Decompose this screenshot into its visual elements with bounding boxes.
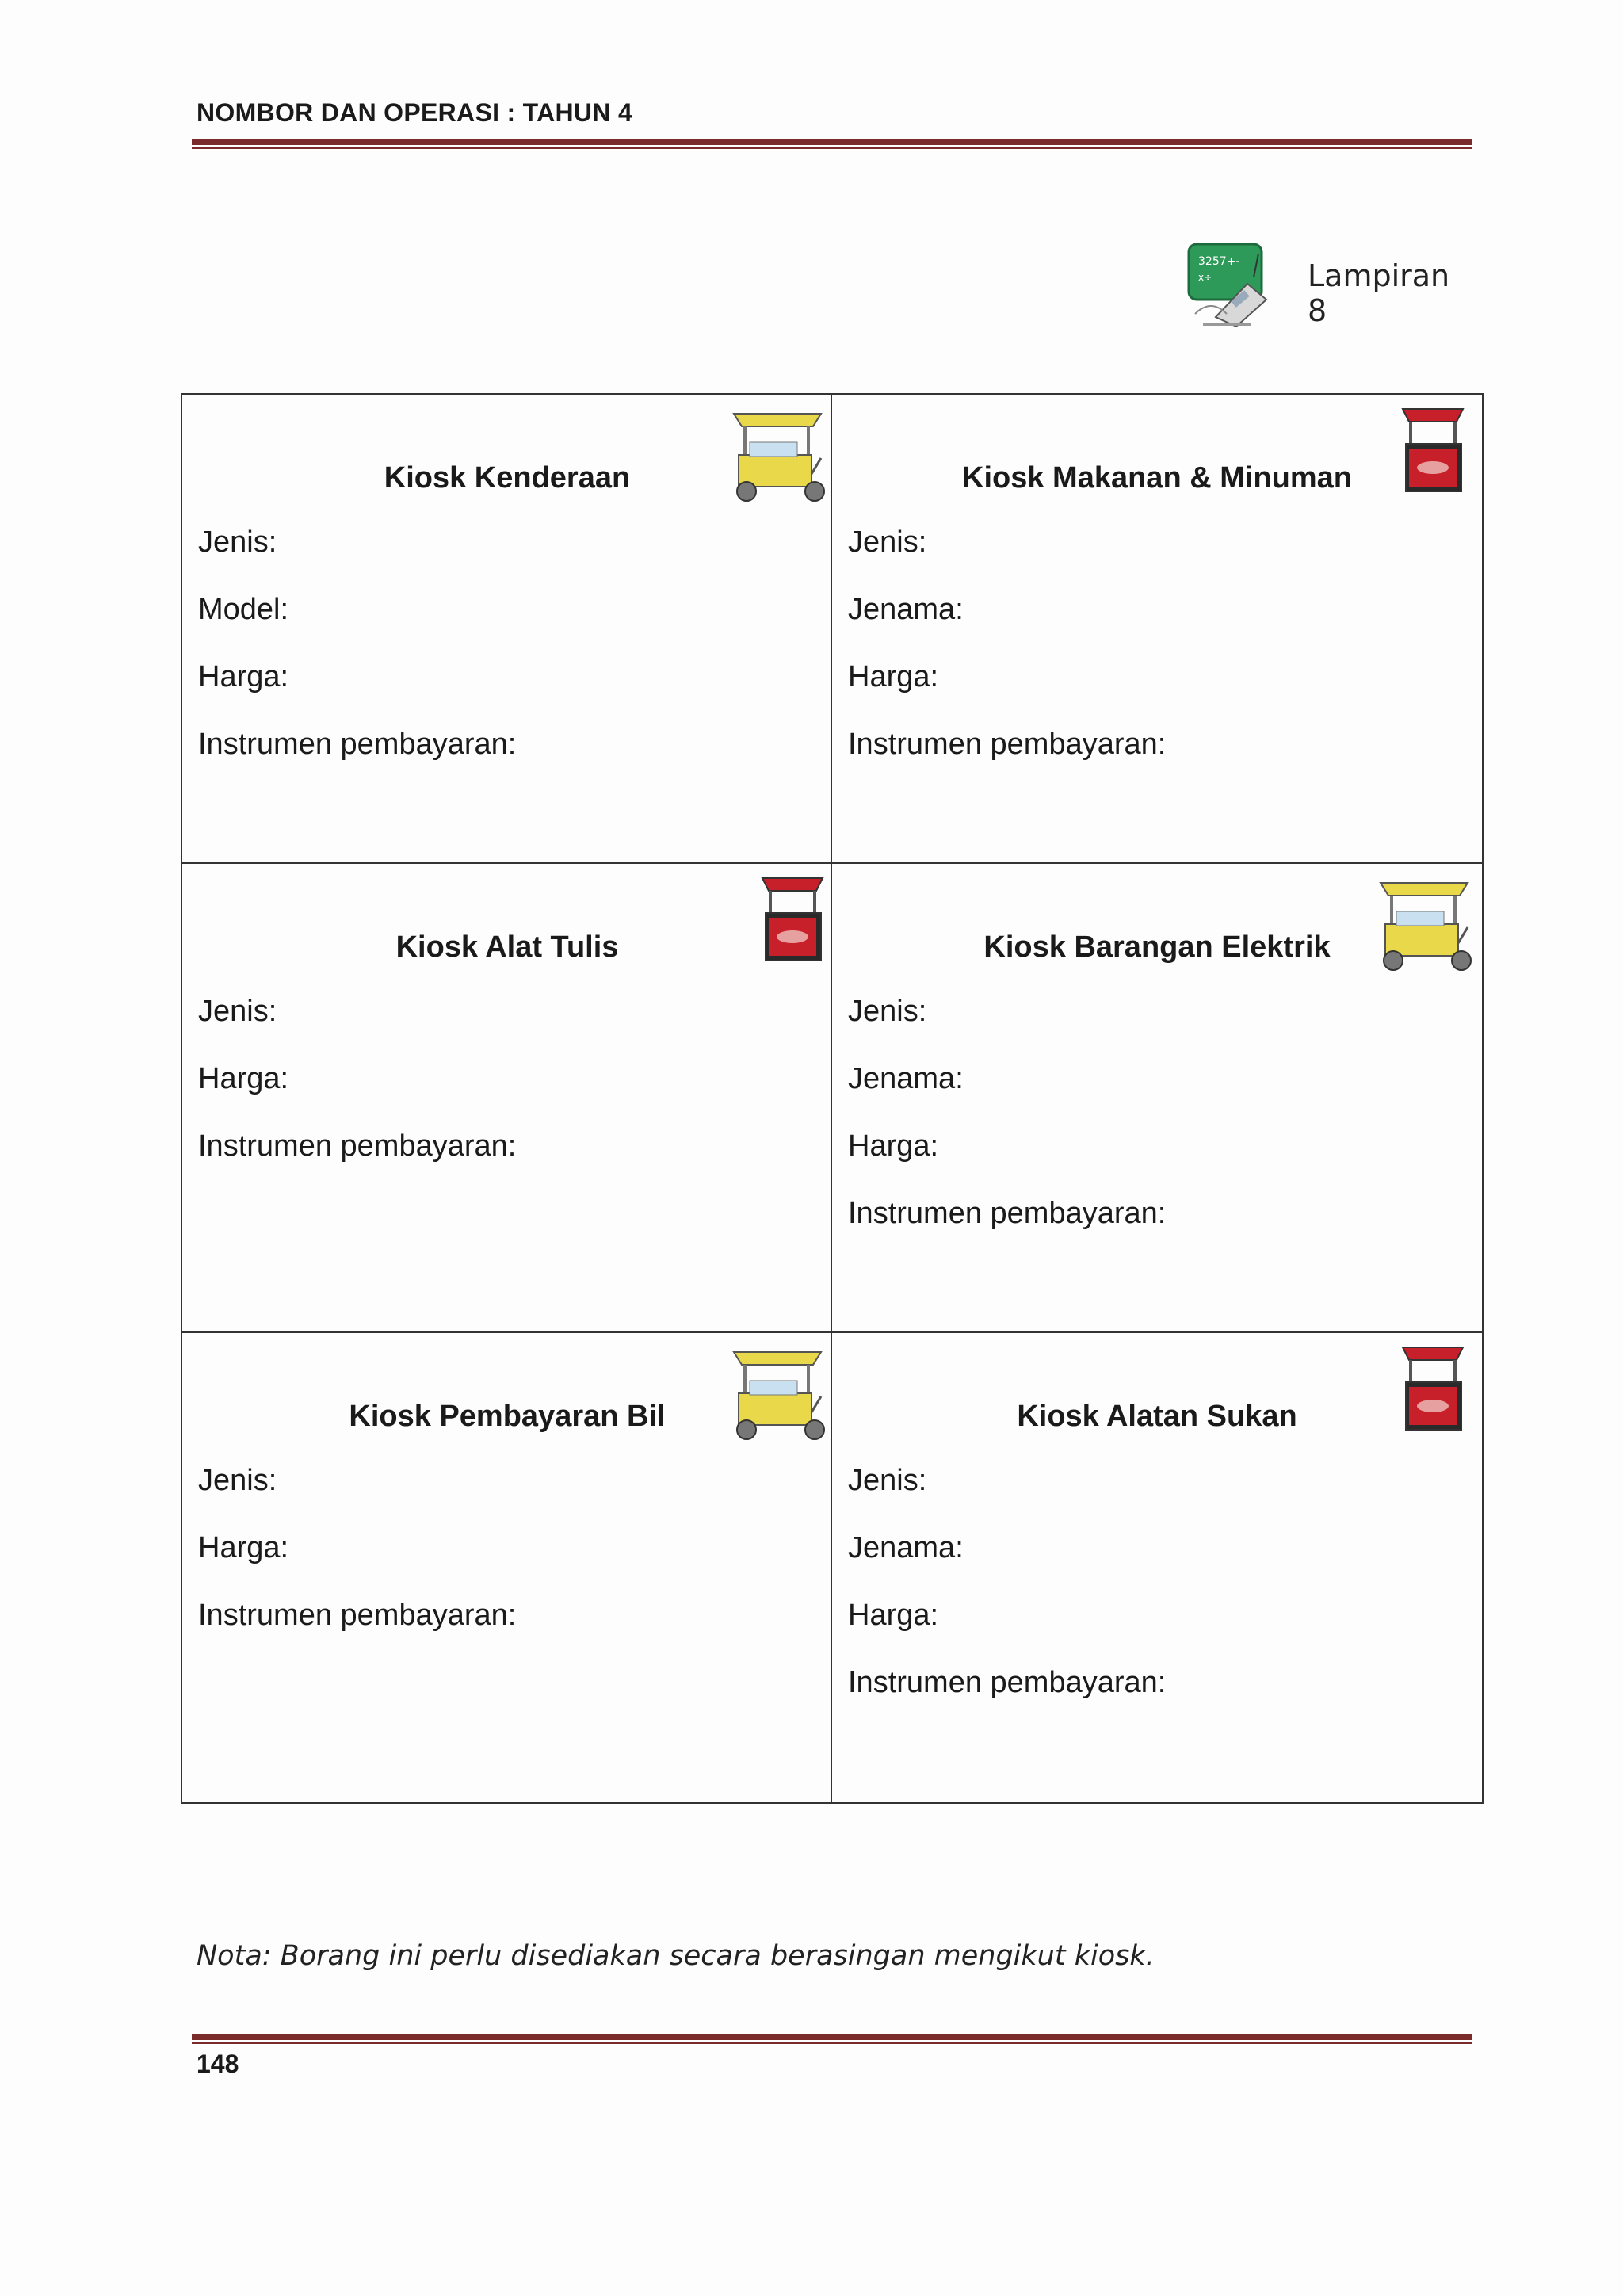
kiosk-title: Kiosk Kenderaan — [384, 461, 631, 495]
field-label-jenama: Jenama: — [848, 593, 964, 626]
field-label-instrumen-pembayaran: Instrumen pembayaran: — [848, 1666, 1167, 1699]
kiosk-card-pembayaran-bil — [182, 1333, 832, 1802]
kiosk-title: Kiosk Alat Tulis — [395, 930, 619, 964]
calculator-chalkboard-icon — [1184, 238, 1273, 333]
field-label-jenis: Jenis: — [848, 525, 927, 559]
field-label-model: Model: — [198, 593, 289, 626]
svg-text:3257+-: 3257+- — [1198, 255, 1240, 268]
field-label-jenis: Jenis: — [198, 1464, 277, 1497]
field-label-instrumen-pembayaran: Instrumen pembayaran: — [198, 1599, 517, 1632]
page-number: 148 — [197, 2050, 239, 2078]
field-label-harga: Harga: — [848, 1599, 939, 1632]
kiosk-card-barangan-elektrik — [832, 864, 1482, 1333]
field-label-jenis: Jenis: — [198, 525, 277, 559]
footer-rule — [192, 2034, 1472, 2044]
form-note: Nota: Borang ini perlu disediakan secara berasingan mengikut kiosk. — [197, 1940, 1155, 1972]
kiosk-title: Kiosk Pembayaran Bil — [349, 1400, 666, 1433]
field-label-harga: Harga: — [198, 1531, 289, 1564]
field-label-harga: Harga: — [198, 660, 289, 693]
kiosk-card-kenderaan — [182, 395, 832, 864]
field-label-harga: Harga: — [198, 1062, 289, 1095]
kiosk-card-alat-tulis — [182, 864, 832, 1333]
field-label-harga: Harga: — [848, 660, 939, 693]
svg-text:x÷: x÷ — [1198, 272, 1212, 283]
kiosk-card-alatan-sukan — [832, 1333, 1482, 1802]
field-label-jenama: Jenama: — [848, 1062, 964, 1095]
kiosk-card-makanan-minuman — [832, 395, 1482, 864]
kiosk-title: Kiosk Alatan Sukan — [1017, 1400, 1297, 1433]
appendix-badge — [1184, 238, 1477, 333]
kiosk-form-grid — [181, 393, 1484, 1804]
field-label-instrumen-pembayaran: Instrumen pembayaran: — [848, 1197, 1167, 1230]
header-rule — [192, 139, 1472, 149]
field-label-jenis: Jenis: — [198, 995, 277, 1028]
field-label-instrumen-pembayaran: Instrumen pembayaran: — [198, 1129, 517, 1163]
kiosk-title: Kiosk Makanan & Minuman — [962, 461, 1352, 495]
field-label-instrumen-pembayaran: Instrumen pembayaran: — [848, 728, 1167, 761]
field-label-jenis: Jenis: — [848, 1464, 927, 1497]
appendix-label: Lampiran 8 — [1308, 258, 1450, 328]
field-label-jenama: Jenama: — [848, 1531, 964, 1564]
page-header-title: NOMBOR DAN OPERASI : TAHUN 4 — [197, 98, 633, 127]
field-label-instrumen-pembayaran: Instrumen pembayaran: — [198, 728, 517, 761]
kiosk-title: Kiosk Barangan Elektrik — [983, 930, 1331, 964]
field-label-jenis: Jenis: — [848, 995, 927, 1028]
field-label-harga: Harga: — [848, 1129, 939, 1163]
